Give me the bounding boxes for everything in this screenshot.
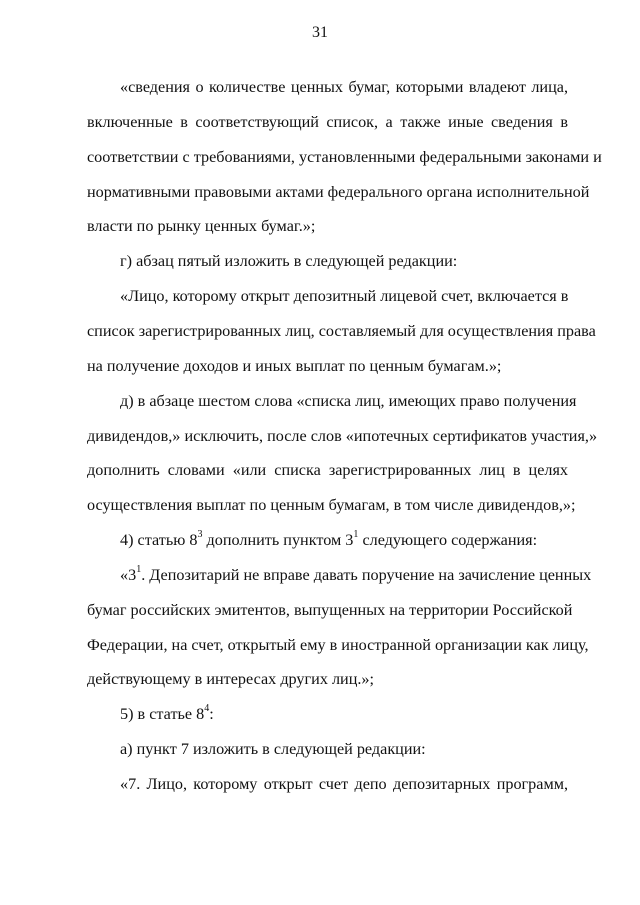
text-line: а) пункт 7 изложить в следующей редакции: xyxy=(120,740,426,758)
page-number: 31 xyxy=(312,24,328,41)
text-line: Федерации, на счет, открытый ему в иностранной организации как лицу, xyxy=(87,636,589,654)
text-line: на получение доходов и иных выплат по ценным бумагам.»; xyxy=(87,357,502,375)
text-line: власти по рынку ценных бумаг.»; xyxy=(87,217,316,235)
text-line: «7. Лицо, которому открыт счет депо депозитарных программ, xyxy=(120,775,568,793)
text-line: 4) статью $8^3$ дополнить пунктом $3^1$ следующего содержания: xyxy=(120,528,538,549)
text-line: «сведения о количестве ценных бумаг, которыми владеют лица, xyxy=(120,78,568,96)
text-line: 5) в статье $8^4$: xyxy=(120,702,214,723)
text-line: бумаг российских эмитентов, выпущенных на территории Российской xyxy=(87,601,573,619)
text-line: «$3^1$. Депозитарий не вправе давать поручение на зачисление ценных xyxy=(120,563,592,584)
text-line: список зарегистрированных лиц, составляемый для осуществления права xyxy=(87,322,596,340)
text-line: нормативными правовыми актами федерального органа исполнительной xyxy=(87,183,590,201)
text-line: д) в абзаце шестом слова «списка лиц, имеющих право получения xyxy=(120,392,577,410)
text-line: соответствии с требованиями, установленными федеральными законами и xyxy=(87,148,602,166)
text-line: «Лицо, которому открыт депозитный лицевой счет, включается в xyxy=(120,287,569,305)
text-line: включенные в соответствующий список, а также иные сведения в xyxy=(87,113,568,131)
text-line: действующему в интересах других лиц.»; xyxy=(87,670,375,688)
text-line: г) абзац пятый изложить в следующей редакции: xyxy=(120,252,458,270)
text-line: дополнить словами «или списка зарегистрированных лиц в целях xyxy=(87,461,568,479)
text-line: дивидендов,» исключить, после слов «ипотечных сертификатов участия,» xyxy=(87,427,598,445)
text-line: осуществления выплат по ценным бумагам, в том числе дивидендов,»; xyxy=(87,496,576,514)
